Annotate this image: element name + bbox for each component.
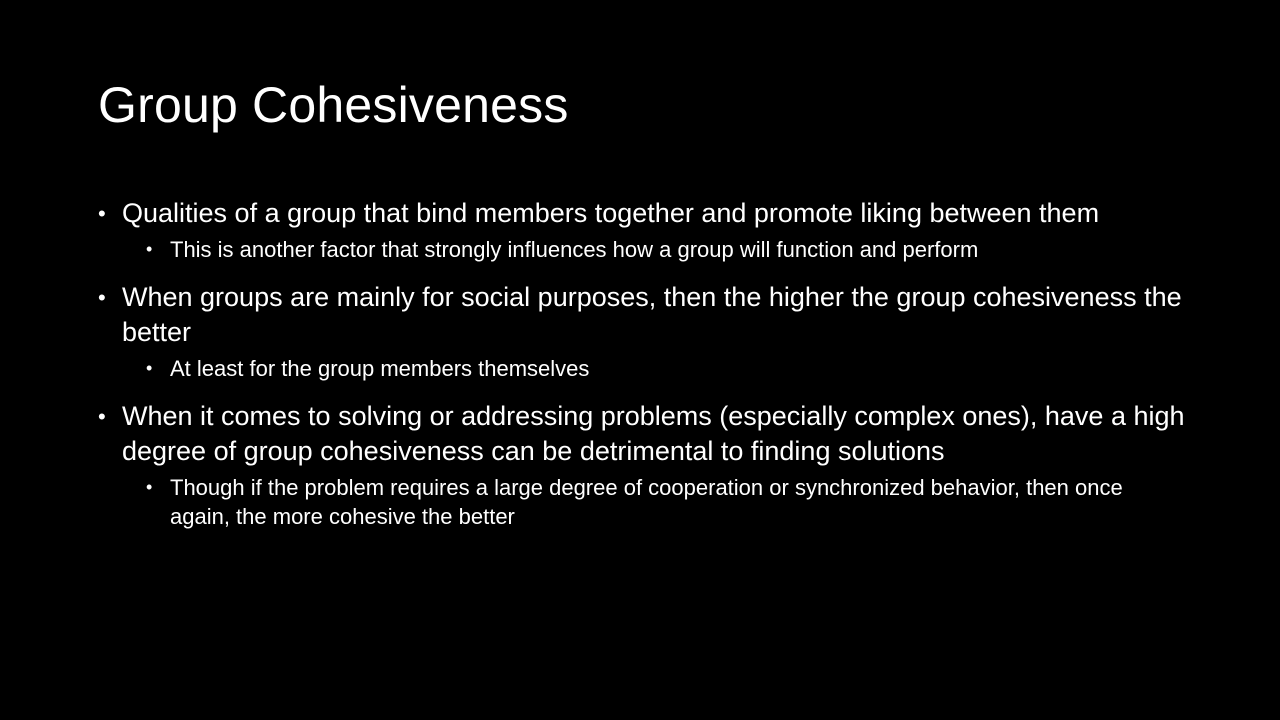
- bullet-dot-icon: •: [98, 201, 106, 226]
- sub-bullet-item: [146, 473, 1188, 531]
- sub-bullet-text: At least for the group members themselves: [170, 356, 590, 381]
- sub-bullet-dot-icon: •: [146, 239, 153, 259]
- bullet-text: When it comes to solving or addressing problems (especially complex ones), have a high degree of group cohesiveness can be detrimental to finding solutions: [122, 401, 1185, 466]
- slide-content: [98, 196, 1188, 547]
- bullet-text: When groups are mainly for social purposes, then the higher the group cohesiveness the better: [122, 282, 1182, 347]
- sub-bullet-dot-icon: •: [146, 358, 153, 378]
- sub-bullet-text: Though if the problem requires a large degree of cooperation or synchronized behavior, then once again, the more cohesive the better: [170, 475, 1123, 529]
- sub-bullet-item: [146, 354, 1188, 383]
- sub-bullet-item: [146, 235, 1188, 264]
- bullet-item: [98, 196, 1188, 231]
- sub-bullet-text: This is another factor that strongly influences how a group will function and perform: [170, 237, 979, 262]
- sub-bullet-dot-icon: •: [146, 477, 153, 497]
- bullet-text: Qualities of a group that bind members together and promote liking between them: [122, 198, 1100, 228]
- bullet-item: [98, 280, 1188, 350]
- slide-title: Group Cohesiveness: [98, 77, 569, 133]
- bullet-item: [98, 399, 1188, 469]
- bullet-dot-icon: •: [98, 285, 106, 310]
- bullet-dot-icon: •: [98, 404, 106, 429]
